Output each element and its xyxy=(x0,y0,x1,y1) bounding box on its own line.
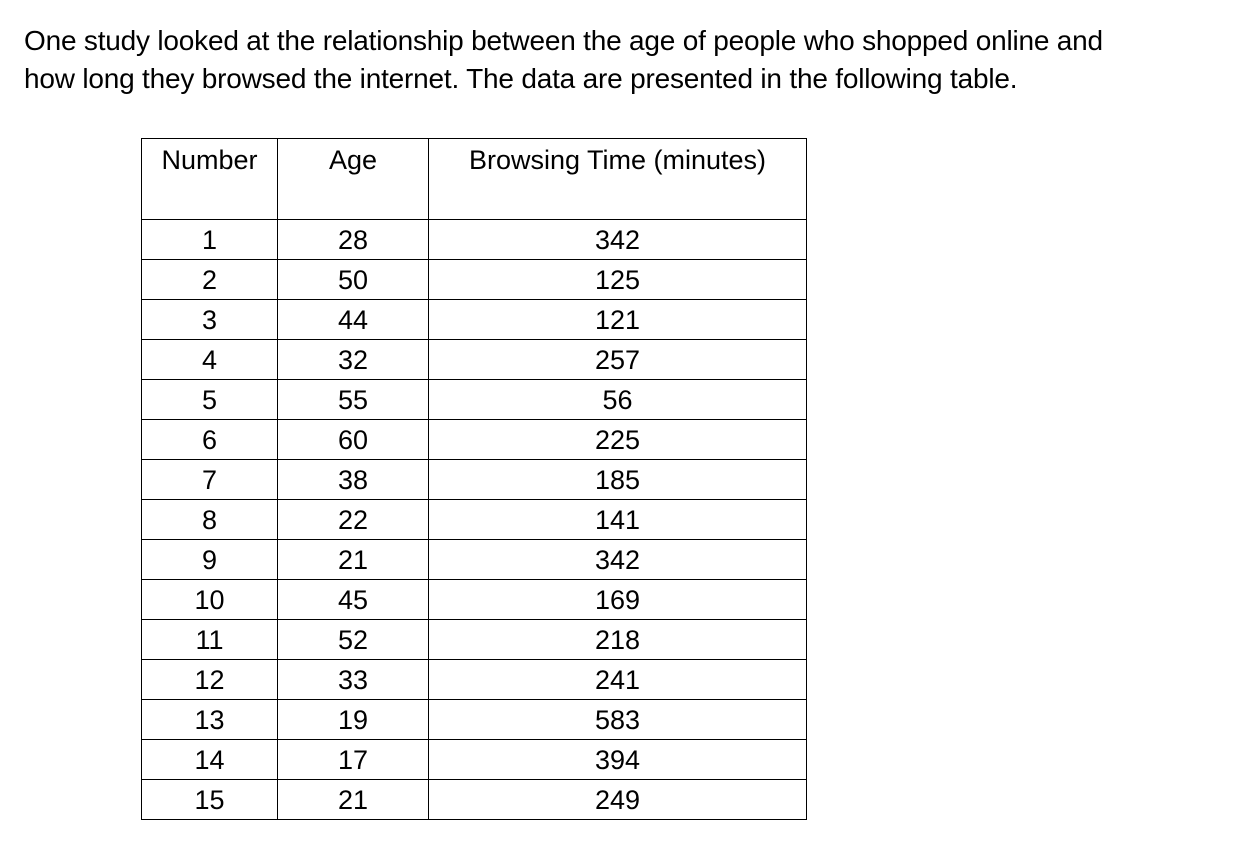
cell-number: 10 xyxy=(142,580,278,620)
cell-age: 17 xyxy=(278,740,429,780)
table-row xyxy=(142,780,807,820)
cell-number: 13 xyxy=(142,700,278,740)
cell-age: 32 xyxy=(278,340,429,380)
cell-number: 4 xyxy=(142,340,278,380)
header-age: Age xyxy=(278,139,429,220)
cell-age: 38 xyxy=(278,460,429,500)
cell-browsing-time: 141 xyxy=(429,500,807,540)
table-row xyxy=(142,620,807,660)
table-row xyxy=(142,700,807,740)
table-row xyxy=(142,740,807,780)
data-table xyxy=(141,138,807,820)
cell-browsing-time: 342 xyxy=(429,220,807,260)
cell-browsing-time: 257 xyxy=(429,340,807,380)
cell-age: 21 xyxy=(278,540,429,580)
cell-number: 1 xyxy=(142,220,278,260)
cell-age: 44 xyxy=(278,300,429,340)
header-row xyxy=(142,139,807,220)
cell-browsing-time: 56 xyxy=(429,380,807,420)
intro-text xyxy=(24,22,1224,98)
cell-number: 9 xyxy=(142,540,278,580)
cell-number: 11 xyxy=(142,620,278,660)
table-row xyxy=(142,380,807,420)
cell-age: 45 xyxy=(278,580,429,620)
cell-number: 2 xyxy=(142,260,278,300)
table-body xyxy=(142,220,807,820)
cell-browsing-time: 241 xyxy=(429,660,807,700)
cell-browsing-time: 225 xyxy=(429,420,807,460)
table-row xyxy=(142,260,807,300)
intro-line-2: how long they browsed the internet. The data are presented in the following table. xyxy=(24,63,1018,94)
table-row xyxy=(142,580,807,620)
cell-number: 5 xyxy=(142,380,278,420)
cell-browsing-time: 125 xyxy=(429,260,807,300)
cell-age: 52 xyxy=(278,620,429,660)
cell-number: 8 xyxy=(142,500,278,540)
header-number: Number xyxy=(142,139,278,220)
intro-line-1: One study looked at the relationship between the age of people who shopped online and xyxy=(24,25,1103,56)
cell-age: 33 xyxy=(278,660,429,700)
cell-number: 3 xyxy=(142,300,278,340)
cell-age: 60 xyxy=(278,420,429,460)
cell-number: 6 xyxy=(142,420,278,460)
header-browsing-time: Browsing Time (minutes) xyxy=(429,139,807,220)
cell-age: 19 xyxy=(278,700,429,740)
table-row xyxy=(142,660,807,700)
table-row xyxy=(142,500,807,540)
cell-browsing-time: 394 xyxy=(429,740,807,780)
table-row xyxy=(142,220,807,260)
table-row xyxy=(142,300,807,340)
table-row xyxy=(142,460,807,500)
table-row xyxy=(142,420,807,460)
cell-browsing-time: 169 xyxy=(429,580,807,620)
cell-browsing-time: 342 xyxy=(429,540,807,580)
cell-browsing-time: 121 xyxy=(429,300,807,340)
cell-age: 22 xyxy=(278,500,429,540)
cell-number: 14 xyxy=(142,740,278,780)
cell-number: 12 xyxy=(142,660,278,700)
cell-age: 55 xyxy=(278,380,429,420)
cell-number: 15 xyxy=(142,780,278,820)
table-row xyxy=(142,340,807,380)
cell-number: 7 xyxy=(142,460,278,500)
table-row xyxy=(142,540,807,580)
cell-age: 28 xyxy=(278,220,429,260)
cell-browsing-time: 185 xyxy=(429,460,807,500)
cell-browsing-time: 583 xyxy=(429,700,807,740)
cell-browsing-time: 249 xyxy=(429,780,807,820)
cell-age: 50 xyxy=(278,260,429,300)
cell-browsing-time: 218 xyxy=(429,620,807,660)
cell-age: 21 xyxy=(278,780,429,820)
